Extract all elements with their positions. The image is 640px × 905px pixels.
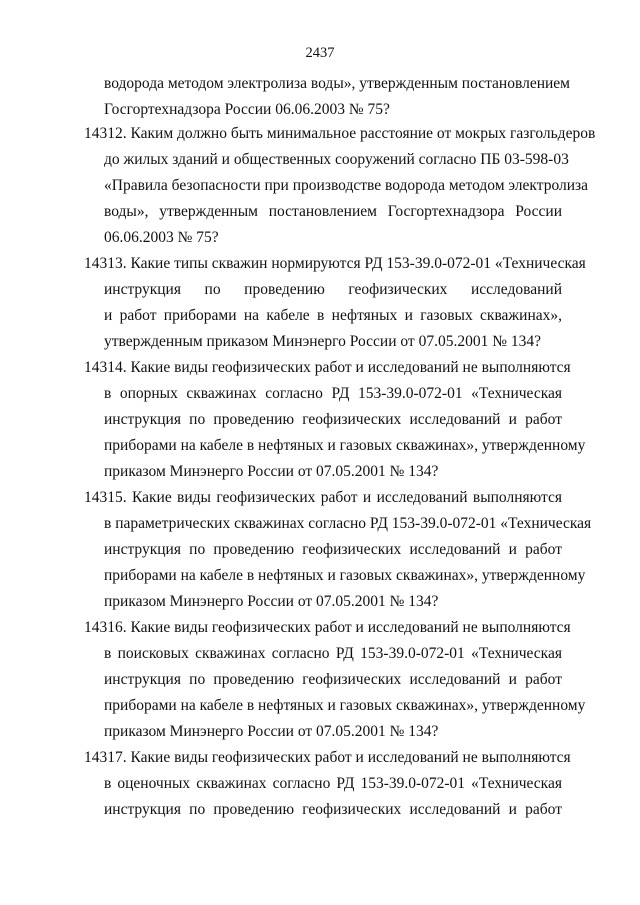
text-line: в поисковых скважинах согласно РД 153-39.0-072-01 «Техническая [104, 645, 562, 662]
text-line: инструкция по проведению геофизических исследований [104, 281, 562, 298]
text-line: воды», утвержденным постановлением Госгортехнадзора России [104, 203, 562, 220]
text-line: 06.06.2003 № 75? [104, 229, 219, 246]
text-line: 14316. Какие виды геофизических работ и исследований не выполняются [84, 619, 571, 636]
text-line: водорода методом электролиза воды», утвержденным постановлением [104, 75, 570, 92]
text-line: в параметрических скважинах согласно РД 153-39.0-072-01 «Техническая [104, 515, 592, 532]
text-line: до жилых зданий и общественных сооружений согласно ПБ 03-598-03 [104, 151, 569, 168]
text-line: Госгортехнадзора России 06.06.2003 № 75? [104, 101, 390, 118]
text-line: утвержденным приказом Минэнерго России от 07.05.2001 № 134? [104, 333, 541, 350]
text-line: приборами на кабеле в нефтяных и газовых скважинах», утвержденному [104, 697, 586, 714]
text-line: инструкция по проведению геофизических исследований и работ [104, 671, 562, 688]
text-line: 14312. Каким должно быть минимальное расстояние от мокрых газгольдеров [84, 125, 596, 142]
text-line: приказом Минэнерго России от 07.05.2001 № 134? [104, 463, 439, 480]
text-line: приказом Минэнерго России от 07.05.2001 № 134? [104, 723, 439, 740]
text-line: инструкция по проведению геофизических исследований и работ [104, 541, 562, 558]
text-line: приказом Минэнерго России от 07.05.2001 № 134? [104, 593, 439, 610]
text-line: 14313. Какие типы скважин нормируются РД 153-39.0-072-01 «Техническая [84, 255, 586, 272]
text-line: инструкция по проведению геофизических исследований и работ [104, 801, 562, 818]
text-line: 14317. Какие виды геофизических работ и исследований не выполняются [84, 749, 571, 766]
text-line: и работ приборами на кабеле в нефтяных и газовых скважинах», [104, 307, 562, 324]
text-line: «Правила безопасности при производстве водорода методом электролиза [104, 177, 589, 194]
text-line: в оценочных скважинах согласно РД 153-39.0-072-01 «Техническая [104, 775, 562, 792]
text-line: в опорных скважинах согласно РД 153-39.0-072-01 «Техническая [104, 385, 562, 402]
text-line: инструкция по проведению геофизических исследований и работ [104, 411, 562, 428]
text-line: 14315. Какие виды геофизических работ и исследований выполняются [84, 489, 562, 506]
page-number: 2437 [305, 45, 335, 61]
text-line: 14314. Какие виды геофизических работ и исследований не выполняются [84, 359, 571, 376]
text-line: приборами на кабеле в нефтяных и газовых скважинах», утвержденному [104, 437, 586, 454]
text-line: приборами на кабеле в нефтяных и газовых скважинах», утвержденному [104, 567, 586, 584]
